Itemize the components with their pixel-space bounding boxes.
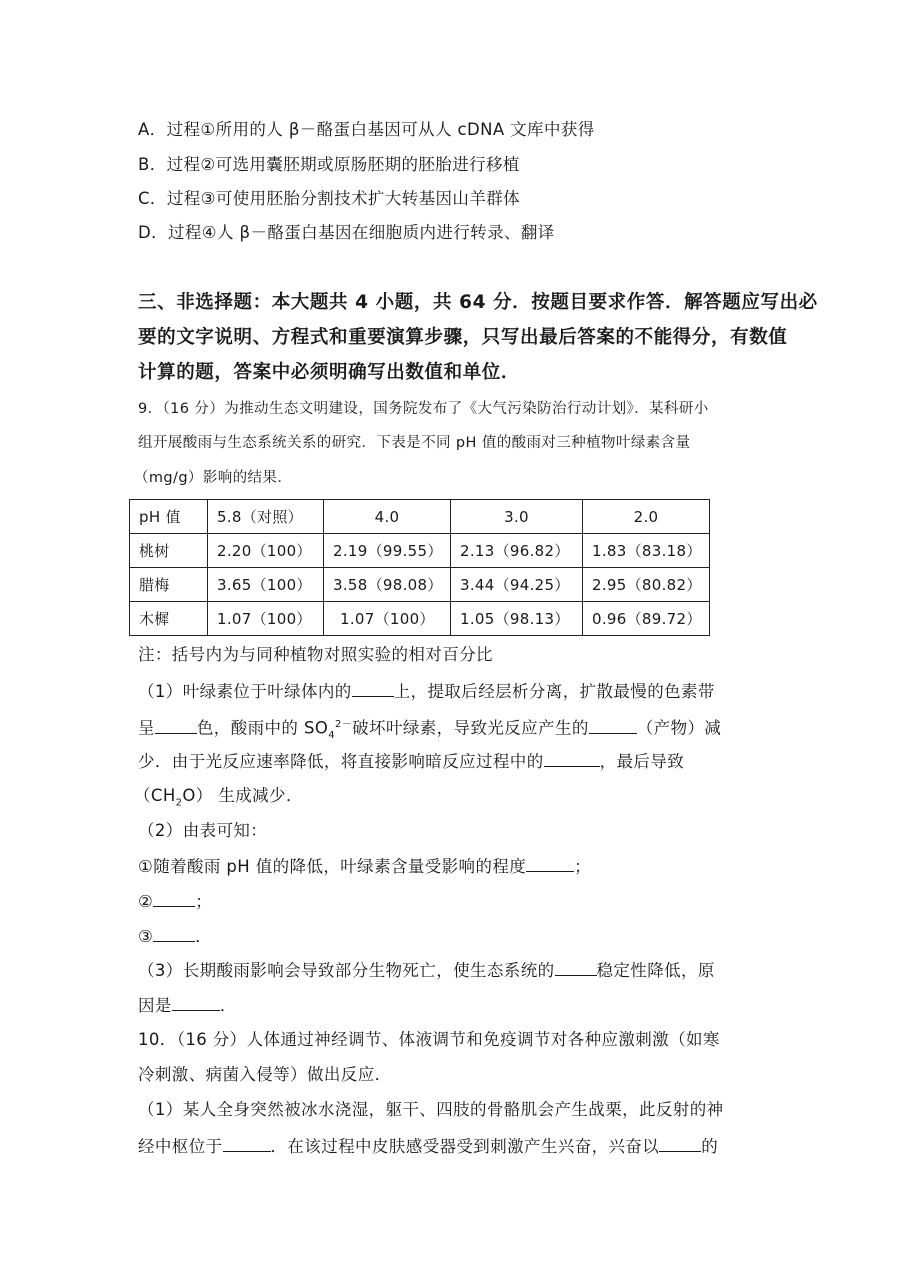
table-cell: 木樨 bbox=[130, 602, 208, 636]
q9-part1-text: 少．由于光反应速率降低，将直接影响暗反应过程中的 bbox=[138, 752, 544, 771]
table-cell: 0.96（89.72） bbox=[583, 602, 710, 636]
table-cell: 1.05（98.13） bbox=[451, 602, 583, 636]
table-cell: 腊梅 bbox=[130, 568, 208, 602]
option-a: A．过程①所用的人 β－酪蛋白基因可从人 cDNA 文库中获得 bbox=[138, 120, 595, 139]
q9-part2-heading: （2）由表可知： bbox=[138, 821, 268, 840]
answer-blank[interactable] bbox=[223, 1133, 271, 1152]
q9-part2-text: ． bbox=[195, 927, 213, 946]
q10-intro-line-2: 冷刺激、病菌入侵等）做出反应． bbox=[138, 1065, 392, 1084]
table-cell: 3.44（94.25） bbox=[451, 568, 583, 602]
q9-part1-line-3 bbox=[138, 748, 684, 774]
table-cell: 1.83（83.18） bbox=[583, 534, 710, 568]
q10-part1-line-2 bbox=[138, 1133, 718, 1159]
q9-intro-line-2: 组开展酸雨与生态系统关系的研究．下表是不同 pH 值的酸雨对三种植物叶绿素含量 bbox=[138, 435, 691, 451]
option-b: B．过程②可选用囊胚期或原肠胚期的胚胎进行移植 bbox=[138, 155, 520, 174]
table-cell: 2.19（99.55） bbox=[324, 534, 451, 568]
q9-part1-text: 上，提取后经层析分离，扩散最慢的色素带 bbox=[393, 682, 715, 701]
q9-part2-text: ③ bbox=[138, 927, 154, 946]
q9-part1-line-1 bbox=[138, 678, 715, 704]
table-cell: 桃树 bbox=[130, 534, 208, 568]
q9-part1-text: （产物）减 bbox=[636, 718, 722, 738]
q10-part1-line-1: （1）某人全身突然被冰水浇湿，躯干、四肢的骨骼肌会产生战栗，此反射的神 bbox=[138, 1100, 724, 1119]
table-row bbox=[130, 568, 710, 602]
q10-intro-line-1: 10．（16 分）人体通过神经调节、体液调节和免疫调节对各种应激刺激（如寒 bbox=[138, 1030, 720, 1049]
q9-part2-item-2 bbox=[138, 888, 212, 914]
table-cell: 1.07（100） bbox=[324, 602, 451, 636]
q9-part1-line-2 bbox=[138, 713, 721, 748]
q9-part1-text: 色，酸雨中的 SO bbox=[196, 718, 329, 738]
table-header-row bbox=[130, 500, 710, 534]
q9-part1-line-4 bbox=[134, 784, 303, 815]
answer-blank[interactable] bbox=[153, 923, 195, 942]
q9-part2-item-3 bbox=[138, 923, 212, 949]
table-cell: 2.20（100） bbox=[208, 534, 324, 568]
section-heading-line-2: 要的文字说明、方程式和重要演算步骤，只写出最后答案的不能得分，有数值 bbox=[138, 327, 788, 348]
superscript: 2－ bbox=[334, 719, 353, 730]
answer-blank[interactable] bbox=[526, 853, 574, 872]
section-heading-line-3: 计算的题，答案中必须明确写出数值和单位． bbox=[138, 362, 521, 383]
answer-blank[interactable] bbox=[153, 888, 195, 907]
q9-part3-text: 稳定性降低，原 bbox=[596, 961, 715, 980]
table-header-cell: 3.0 bbox=[451, 500, 583, 534]
q9-part1-text: （CH bbox=[134, 786, 176, 805]
subscript: 2 bbox=[175, 797, 183, 809]
table-header-cell: 2.0 bbox=[583, 500, 710, 534]
q9-part2-text: ； bbox=[574, 857, 592, 876]
answer-blank[interactable] bbox=[555, 957, 597, 976]
option-d: D．过程④人 β－酪蛋白基因在细胞质内进行转录、翻译 bbox=[138, 223, 555, 242]
table-header-cell: 5.8（对照） bbox=[208, 500, 324, 534]
table-cell: 2.95（80.82） bbox=[583, 568, 710, 602]
q9-part2-text: ； bbox=[195, 892, 213, 911]
answer-blank[interactable] bbox=[172, 992, 220, 1011]
q9-intro-line-1: 9．（16 分）为推动生态文明建设，国务院发布了《大气污染防治行动计划》．某科研小 bbox=[138, 401, 709, 417]
q9-part3-text: ． bbox=[219, 996, 237, 1015]
table-header-cell: pH 值 bbox=[130, 500, 208, 534]
table-cell: 3.65（100） bbox=[208, 568, 324, 602]
q9-part2-text: ①随着酸雨 pH 值的降低，叶绿素含量受影响的程度 bbox=[138, 857, 527, 876]
q9-part3-text: （3）长期酸雨影响会导致部分生物死亡，使生态系统的 bbox=[138, 961, 555, 980]
q10-part1-text: ．在该过程中皮肤感受器受到刺激产生兴奋，兴奋以 bbox=[270, 1137, 660, 1156]
table-cell: 2.13（96.82） bbox=[451, 534, 583, 568]
q9-part1-text: ，最后导致 bbox=[599, 752, 685, 771]
table-note: 注：括号内为与同种植物对照实验的相对百分比 bbox=[138, 645, 493, 664]
section-heading-line-1: 三、非选择题：本大题共 4 小题，共 64 分．按题目要求作答．解答题应写出必 bbox=[138, 292, 818, 313]
q9-part1-text: （1）叶绿素位于叶绿体内的 bbox=[138, 682, 352, 701]
q9-part2-item-1 bbox=[138, 853, 591, 879]
q9-part2-text: ② bbox=[138, 892, 154, 911]
q9-part3-line-1 bbox=[138, 957, 715, 983]
table-row bbox=[130, 534, 710, 568]
chlorophyll-table bbox=[129, 499, 710, 636]
answer-blank[interactable] bbox=[352, 678, 394, 697]
table-row bbox=[130, 602, 710, 636]
q9-part1-text: 破坏叶绿素，导致光反应产生的 bbox=[352, 718, 589, 738]
table-cell: 1.07（100） bbox=[208, 602, 324, 636]
q9-intro-line-3: （mg/g）影响的结果． bbox=[134, 470, 293, 486]
q9-part1-text: 呈 bbox=[138, 718, 155, 738]
answer-blank[interactable] bbox=[544, 748, 600, 767]
subscript: 4 bbox=[328, 729, 335, 741]
option-c: C．过程③可使用胚胎分割技术扩大转基因山羊群体 bbox=[138, 189, 521, 208]
answer-blank[interactable] bbox=[155, 715, 197, 734]
q9-part3-text: 因是 bbox=[138, 996, 172, 1015]
answer-blank[interactable] bbox=[589, 715, 637, 734]
table-cell: 3.58（98.08） bbox=[324, 568, 451, 602]
q10-part1-text: 的 bbox=[701, 1137, 719, 1156]
q10-part1-text: 经中枢位于 bbox=[138, 1137, 223, 1156]
answer-blank[interactable] bbox=[659, 1133, 701, 1152]
q9-part1-text: O） 生成减少． bbox=[182, 786, 303, 805]
table-header-cell: 4.0 bbox=[324, 500, 451, 534]
q9-part3-line-2 bbox=[138, 992, 237, 1018]
